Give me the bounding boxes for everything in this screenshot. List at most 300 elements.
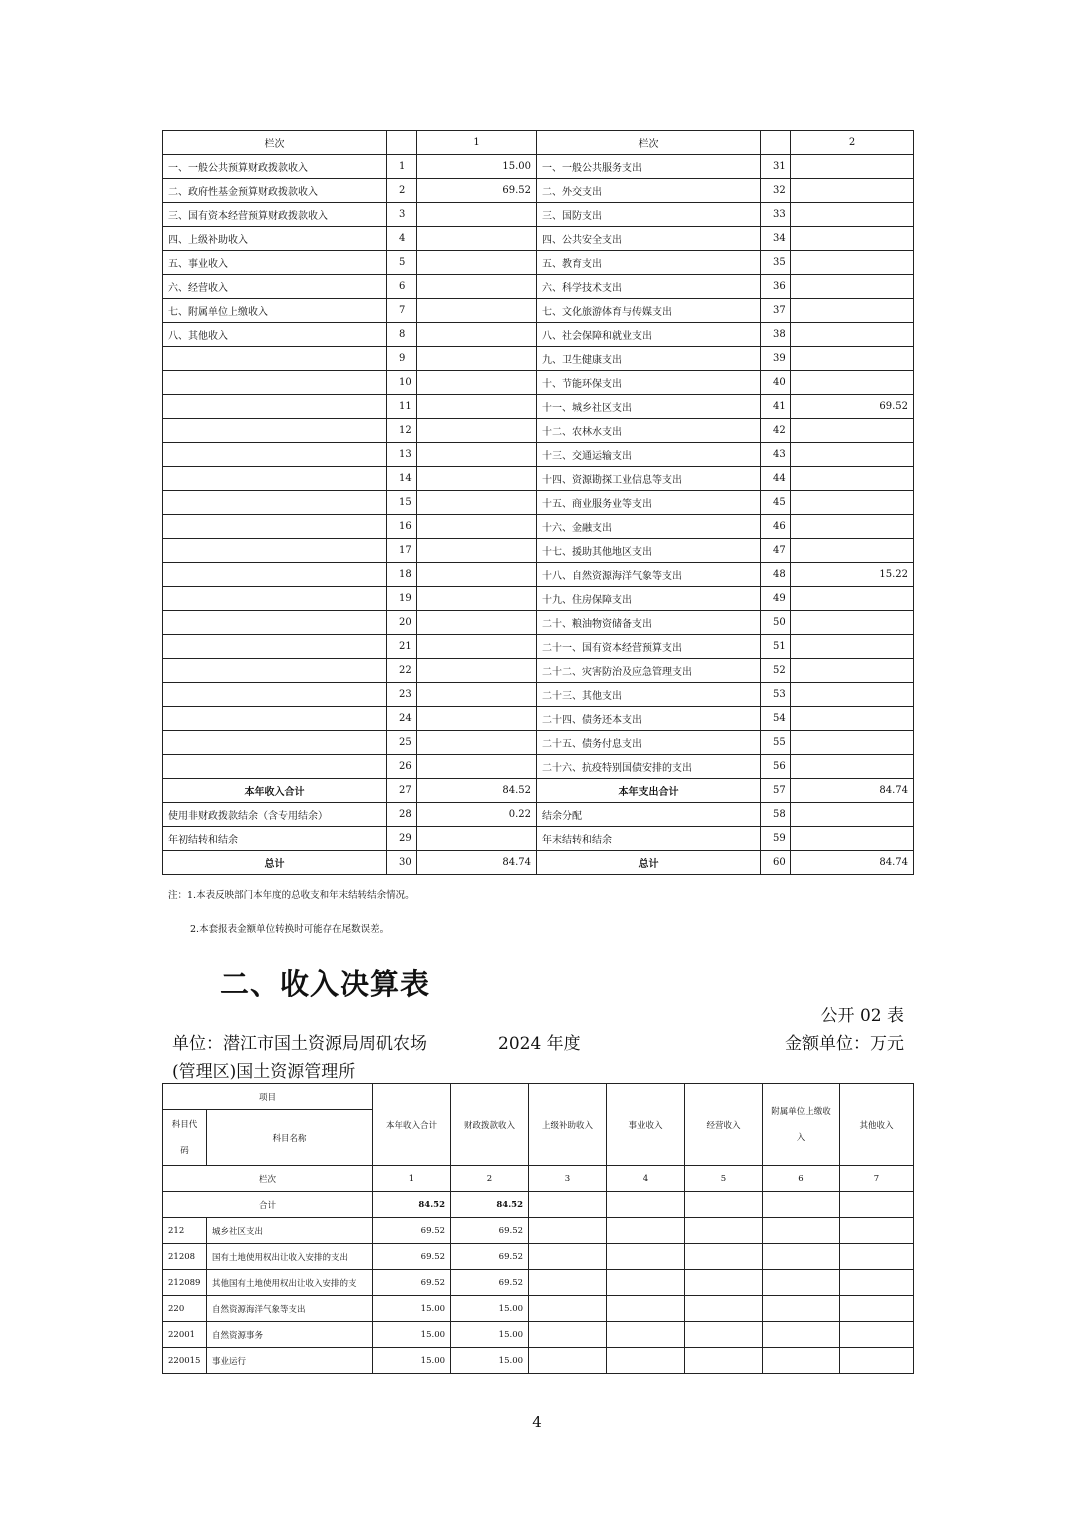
table-row — [163, 467, 914, 491]
amount-cell — [529, 1244, 607, 1270]
income-item — [163, 515, 387, 539]
col-header-1: 本年收入合计 — [373, 1084, 451, 1166]
income-amount — [417, 707, 537, 731]
expense-item: 十五、商业服务业等支出 — [537, 491, 761, 515]
income-line-no: 18 — [387, 563, 417, 587]
subject-name: 城乡社区支出 — [207, 1218, 373, 1244]
amount-cell — [607, 1322, 685, 1348]
income-line-no: 7 — [387, 299, 417, 323]
expense-line-no: 43 — [761, 443, 791, 467]
income-item: 四、上级补助收入 — [163, 227, 387, 251]
expense-item: 二十、粮油物资储备支出 — [537, 611, 761, 635]
expense-amount — [791, 539, 914, 563]
table-row — [163, 539, 914, 563]
subject-name: 事业运行 — [207, 1348, 373, 1374]
income-item: 六、经营收入 — [163, 275, 387, 299]
expense-item: 四、公共安全支出 — [537, 227, 761, 251]
table-row — [163, 371, 914, 395]
table-row — [163, 779, 914, 803]
income-line-no: 4 — [387, 227, 417, 251]
amount-cell — [763, 1270, 840, 1296]
total-value: 84.52 — [373, 1192, 451, 1218]
amount-cell: 69.52 — [373, 1270, 451, 1296]
amount-cell — [763, 1218, 840, 1244]
table-row — [163, 635, 914, 659]
expense-item: 十一、城乡社区支出 — [537, 395, 761, 419]
income-final-accounts-table — [162, 1083, 914, 1374]
income-amount — [417, 755, 537, 779]
income-item — [163, 467, 387, 491]
expense-line-no: 56 — [761, 755, 791, 779]
unit-line-1: 单位：潜江市国土资源局周矶农场 — [172, 1034, 427, 1054]
expense-amount — [791, 587, 914, 611]
expense-amount — [791, 635, 914, 659]
income-item: 五、事业收入 — [163, 251, 387, 275]
amount-cell — [607, 1244, 685, 1270]
amount-cell — [763, 1348, 840, 1374]
table-row — [163, 587, 914, 611]
income-line-no: 20 — [387, 611, 417, 635]
expense-item: 十六、金融支出 — [537, 515, 761, 539]
col-header-3: 上级补助收入 — [529, 1084, 607, 1166]
expense-amount — [791, 179, 914, 203]
income-item: 年初结转和结余 — [163, 827, 387, 851]
expense-item: 十三、交通运输支出 — [537, 443, 761, 467]
income-line-no: 25 — [387, 731, 417, 755]
expense-amount — [791, 203, 914, 227]
expense-item: 二十五、债务付息支出 — [537, 731, 761, 755]
amount-cell — [529, 1348, 607, 1374]
income-amount — [417, 347, 537, 371]
expense-amount — [791, 419, 914, 443]
income-item — [163, 731, 387, 755]
income-item: 使用非财政拨款结余（含专用结余） — [163, 803, 387, 827]
amount-cell: 15.00 — [451, 1348, 529, 1374]
income-line-no: 6 — [387, 275, 417, 299]
table-row — [163, 299, 914, 323]
amount-cell — [840, 1244, 914, 1270]
expense-amount: 15.22 — [791, 563, 914, 587]
income-line-no: 1 — [387, 155, 417, 179]
table-row — [163, 755, 914, 779]
table-row — [163, 683, 914, 707]
expense-line-no: 51 — [761, 635, 791, 659]
expense-item: 十四、资源勘探工业信息等支出 — [537, 467, 761, 491]
income-item — [163, 755, 387, 779]
table-row — [163, 1270, 914, 1296]
table1-header-row — [163, 131, 914, 155]
expense-amount — [791, 803, 914, 827]
table-row — [163, 251, 914, 275]
income-amount: 0.22 — [417, 803, 537, 827]
income-line-no: 22 — [387, 659, 417, 683]
income-amount: 84.74 — [417, 851, 537, 875]
income-amount — [417, 515, 537, 539]
expense-amount: 69.52 — [791, 395, 914, 419]
income-item — [163, 539, 387, 563]
amount-cell — [529, 1296, 607, 1322]
unit-line-2: (管理区)国土资源管理所 — [172, 1062, 356, 1082]
income-expenditure-summary-table — [162, 130, 914, 875]
income-item: 二、政府性基金预算财政拨款收入 — [163, 179, 387, 203]
table-row — [163, 491, 914, 515]
income-line-no: 28 — [387, 803, 417, 827]
amount-cell — [529, 1270, 607, 1296]
expense-line-no: 54 — [761, 707, 791, 731]
income-item — [163, 347, 387, 371]
subject-code: 212 — [163, 1218, 207, 1244]
expense-item: 结余分配 — [537, 803, 761, 827]
expense-amount — [791, 827, 914, 851]
amount-cell: 69.52 — [373, 1218, 451, 1244]
income-line-no: 27 — [387, 779, 417, 803]
expense-amount: 84.74 — [791, 779, 914, 803]
amount-cell — [607, 1348, 685, 1374]
name-header: 科目名称 — [207, 1110, 373, 1166]
income-item — [163, 443, 387, 467]
amount-cell: 69.52 — [451, 1244, 529, 1270]
income-item: 总计 — [163, 851, 387, 875]
amount-cell — [685, 1244, 763, 1270]
form-number: 公开 02 表 — [820, 1006, 904, 1026]
amount-cell — [607, 1296, 685, 1322]
table-row — [163, 155, 914, 179]
table-row — [163, 227, 914, 251]
table-row — [163, 1348, 914, 1374]
expense-amount — [791, 299, 914, 323]
col-header-blank-right — [761, 131, 791, 155]
expense-line-no: 44 — [761, 467, 791, 491]
expense-line-no: 31 — [761, 155, 791, 179]
amount-cell: 15.00 — [373, 1322, 451, 1348]
total-value — [840, 1192, 914, 1218]
col-header-2: 财政拨款收入 — [451, 1084, 529, 1166]
table-row — [163, 803, 914, 827]
amount-cell: 15.00 — [373, 1296, 451, 1322]
income-amount — [417, 491, 537, 515]
amount-cell — [529, 1218, 607, 1244]
expense-item: 七、文化旅游体育与传媒支出 — [537, 299, 761, 323]
expense-line-no: 33 — [761, 203, 791, 227]
income-line-no: 5 — [387, 251, 417, 275]
expense-line-no: 57 — [761, 779, 791, 803]
subject-name: 自然资源事务 — [207, 1322, 373, 1348]
col-num-1: 1 — [373, 1166, 451, 1192]
expense-line-no: 53 — [761, 683, 791, 707]
expense-item: 总计 — [537, 851, 761, 875]
income-item — [163, 635, 387, 659]
income-amount — [417, 251, 537, 275]
table-row — [163, 659, 914, 683]
table-row — [163, 443, 914, 467]
income-amount — [417, 827, 537, 851]
expense-line-no: 58 — [761, 803, 791, 827]
table-row — [163, 203, 914, 227]
expense-item: 八、社会保障和就业支出 — [537, 323, 761, 347]
expense-line-no: 39 — [761, 347, 791, 371]
income-line-no: 23 — [387, 683, 417, 707]
income-amount: 15.00 — [417, 155, 537, 179]
note-2: 2.本套报表金额单位转换时可能存在尾数误差。 — [190, 924, 390, 935]
income-line-no: 19 — [387, 587, 417, 611]
income-amount — [417, 323, 537, 347]
table-row — [163, 563, 914, 587]
section-title: 二、收入决算表 — [220, 967, 431, 1001]
income-amount — [417, 731, 537, 755]
note-1: 注：1.本表反映部门本年度的总收支和年末结转结余情况。 — [168, 890, 415, 901]
income-item — [163, 371, 387, 395]
col-num-6: 6 — [763, 1166, 840, 1192]
income-amount — [417, 635, 537, 659]
expense-amount — [791, 707, 914, 731]
col-num-7: 7 — [840, 1166, 914, 1192]
income-amount — [417, 299, 537, 323]
col-header-5: 经营收入 — [685, 1084, 763, 1166]
income-item: 七、附属单位上缴收入 — [163, 299, 387, 323]
income-line-no: 30 — [387, 851, 417, 875]
amount-cell: 15.00 — [373, 1348, 451, 1374]
expense-line-no: 38 — [761, 323, 791, 347]
expense-amount — [791, 683, 914, 707]
col-num-5: 5 — [685, 1166, 763, 1192]
col-header-num-right: 2 — [791, 131, 914, 155]
expense-item: 十七、援助其他地区支出 — [537, 539, 761, 563]
col-header-num-left: 1 — [417, 131, 537, 155]
expense-line-no: 60 — [761, 851, 791, 875]
amount-cell: 69.52 — [373, 1244, 451, 1270]
amount-cell: 15.00 — [451, 1296, 529, 1322]
lanci-row — [163, 1166, 914, 1192]
subject-code: 212089 — [163, 1270, 207, 1296]
subject-name: 国有土地使用权出让收入安排的支出 — [207, 1244, 373, 1270]
expense-amount — [791, 467, 914, 491]
income-item — [163, 395, 387, 419]
expense-item: 三、国防支出 — [537, 203, 761, 227]
table-row — [163, 707, 914, 731]
expense-line-no: 45 — [761, 491, 791, 515]
income-item — [163, 683, 387, 707]
income-amount — [417, 659, 537, 683]
total-value — [685, 1192, 763, 1218]
table-row — [163, 1218, 914, 1244]
table-row — [163, 1296, 914, 1322]
income-line-no: 16 — [387, 515, 417, 539]
income-amount: 69.52 — [417, 179, 537, 203]
table-row — [163, 323, 914, 347]
income-line-no: 14 — [387, 467, 417, 491]
table-row — [163, 347, 914, 371]
income-item: 本年收入合计 — [163, 779, 387, 803]
income-line-no: 10 — [387, 371, 417, 395]
income-item: 八、其他收入 — [163, 323, 387, 347]
header-row-project — [163, 1084, 914, 1110]
income-item: 三、国有资本经营预算财政拨款收入 — [163, 203, 387, 227]
amount-cell: 15.00 — [451, 1322, 529, 1348]
income-amount — [417, 419, 537, 443]
expense-line-no: 34 — [761, 227, 791, 251]
income-amount — [417, 395, 537, 419]
amount-cell: 69.52 — [451, 1270, 529, 1296]
amount-cell — [607, 1218, 685, 1244]
income-amount — [417, 683, 537, 707]
amount-cell — [607, 1270, 685, 1296]
expense-amount — [791, 155, 914, 179]
expense-line-no: 35 — [761, 251, 791, 275]
income-line-no: 8 — [387, 323, 417, 347]
expense-line-no: 42 — [761, 419, 791, 443]
income-amount — [417, 539, 537, 563]
col-header-6: 附属单位上缴收入 — [763, 1084, 840, 1166]
expense-item: 五、教育支出 — [537, 251, 761, 275]
expense-amount — [791, 611, 914, 635]
col-num-3: 3 — [529, 1166, 607, 1192]
amount-unit: 金额单位：万元 — [785, 1034, 904, 1054]
income-line-no: 21 — [387, 635, 417, 659]
code-header: 科目代码 — [163, 1110, 207, 1166]
table-row — [163, 395, 914, 419]
income-item — [163, 563, 387, 587]
income-amount — [417, 275, 537, 299]
income-line-no: 15 — [387, 491, 417, 515]
income-amount — [417, 467, 537, 491]
amount-cell — [685, 1296, 763, 1322]
table-row — [163, 275, 914, 299]
amount-cell — [685, 1218, 763, 1244]
col-header-blank-left — [387, 131, 417, 155]
expense-amount — [791, 755, 914, 779]
expense-amount — [791, 227, 914, 251]
expense-line-no: 55 — [761, 731, 791, 755]
expense-line-no: 41 — [761, 395, 791, 419]
col-header-7: 其他收入 — [840, 1084, 914, 1166]
income-line-no: 12 — [387, 419, 417, 443]
income-amount: 84.52 — [417, 779, 537, 803]
income-amount — [417, 587, 537, 611]
income-line-no: 2 — [387, 179, 417, 203]
expense-line-no: 40 — [761, 371, 791, 395]
income-line-no: 9 — [387, 347, 417, 371]
col-header-lanci-right: 栏次 — [537, 131, 761, 155]
subject-code: 220 — [163, 1296, 207, 1322]
expense-line-no: 37 — [761, 299, 791, 323]
expense-amount — [791, 515, 914, 539]
expense-amount — [791, 443, 914, 467]
total-value — [763, 1192, 840, 1218]
expense-amount: 84.74 — [791, 851, 914, 875]
income-amount — [417, 611, 537, 635]
income-line-no: 17 — [387, 539, 417, 563]
subject-name: 其他国有土地使用权出让收入安排的支 — [207, 1270, 373, 1296]
table-row — [163, 515, 914, 539]
col-num-2: 2 — [451, 1166, 529, 1192]
expense-amount — [791, 659, 914, 683]
expense-amount — [791, 323, 914, 347]
amount-cell — [763, 1296, 840, 1322]
expense-line-no: 32 — [761, 179, 791, 203]
total-value — [529, 1192, 607, 1218]
report-year: 2024 年度 — [498, 1034, 581, 1054]
expense-item: 二十一、国有资本经营预算支出 — [537, 635, 761, 659]
project-header: 项目 — [163, 1084, 373, 1110]
expense-line-no: 48 — [761, 563, 791, 587]
income-amount — [417, 563, 537, 587]
expense-line-no: 59 — [761, 827, 791, 851]
income-item — [163, 491, 387, 515]
income-amount — [417, 443, 537, 467]
income-line-no: 11 — [387, 395, 417, 419]
income-item — [163, 419, 387, 443]
income-line-no: 29 — [387, 827, 417, 851]
expense-line-no: 52 — [761, 659, 791, 683]
expense-amount — [791, 251, 914, 275]
income-item: 一、一般公共预算财政拨款收入 — [163, 155, 387, 179]
subject-code: 21208 — [163, 1244, 207, 1270]
lanci-label: 栏次 — [163, 1166, 373, 1192]
page-number: 4 — [532, 1413, 542, 1431]
expense-item: 十九、住房保障支出 — [537, 587, 761, 611]
subject-name: 自然资源海洋气象等支出 — [207, 1296, 373, 1322]
amount-cell — [840, 1218, 914, 1244]
table-row — [163, 851, 914, 875]
expense-amount — [791, 371, 914, 395]
total-value: 84.52 — [451, 1192, 529, 1218]
amount-cell — [685, 1348, 763, 1374]
income-item — [163, 611, 387, 635]
expense-amount — [791, 347, 914, 371]
col-num-4: 4 — [607, 1166, 685, 1192]
table-row — [163, 419, 914, 443]
amount-cell — [529, 1322, 607, 1348]
expense-item: 十八、自然资源海洋气象等支出 — [537, 563, 761, 587]
income-item — [163, 707, 387, 731]
expense-line-no: 46 — [761, 515, 791, 539]
income-amount — [417, 227, 537, 251]
expense-item: 二十四、债务还本支出 — [537, 707, 761, 731]
expense-item: 一、一般公共服务支出 — [537, 155, 761, 179]
expense-item: 六、科学技术支出 — [537, 275, 761, 299]
income-item — [163, 587, 387, 611]
expense-item: 本年支出合计 — [537, 779, 761, 803]
expense-amount — [791, 275, 914, 299]
income-line-no: 13 — [387, 443, 417, 467]
amount-cell — [685, 1322, 763, 1348]
expense-item: 二十二、灾害防治及应急管理支出 — [537, 659, 761, 683]
expense-item: 二十六、抗疫特别国债安排的支出 — [537, 755, 761, 779]
expense-line-no: 47 — [761, 539, 791, 563]
income-amount — [417, 203, 537, 227]
expense-line-no: 36 — [761, 275, 791, 299]
income-amount — [417, 371, 537, 395]
expense-item: 二十三、其他支出 — [537, 683, 761, 707]
total-row — [163, 1192, 914, 1218]
income-line-no: 3 — [387, 203, 417, 227]
total-label: 合计 — [163, 1192, 373, 1218]
col-header-lanci-left: 栏次 — [163, 131, 387, 155]
expense-amount — [791, 491, 914, 515]
expense-item: 年末结转和结余 — [537, 827, 761, 851]
amount-cell: 69.52 — [451, 1218, 529, 1244]
expense-item: 十二、农林水支出 — [537, 419, 761, 443]
expense-amount — [791, 731, 914, 755]
expense-item: 二、外交支出 — [537, 179, 761, 203]
table-row — [163, 731, 914, 755]
amount-cell — [840, 1348, 914, 1374]
amount-cell — [840, 1296, 914, 1322]
table-row — [163, 827, 914, 851]
table-row — [163, 1322, 914, 1348]
amount-cell — [840, 1322, 914, 1348]
col-header-4: 事业收入 — [607, 1084, 685, 1166]
